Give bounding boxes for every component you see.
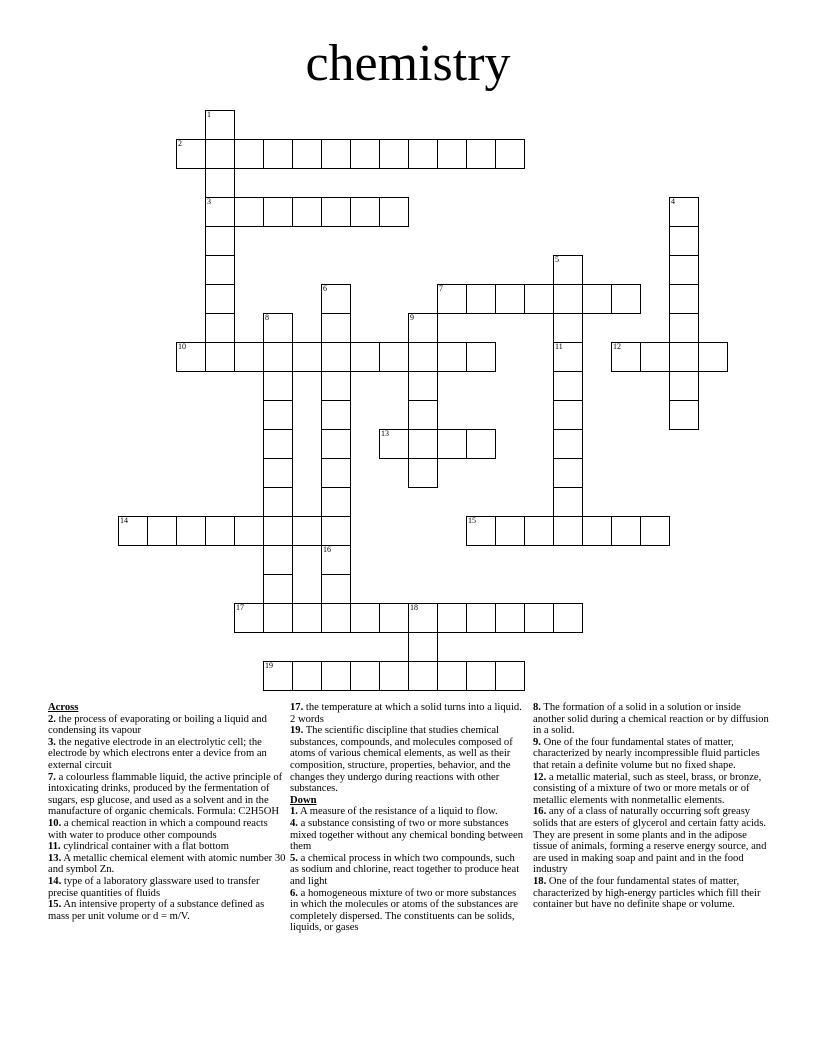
- clue-text: a chemical process in which two compounds, such as sodium and chlorine, react together to produce heat and light: [290, 852, 520, 887]
- grid-cell[interactable]: [466, 342, 496, 372]
- across-clue: [48, 853, 286, 876]
- grid-cell[interactable]: [379, 342, 409, 372]
- grid-cell[interactable]: [292, 516, 322, 546]
- grid-cell[interactable]: [263, 342, 293, 372]
- clue-number: 7.: [48, 771, 56, 783]
- grid-cell[interactable]: [263, 400, 293, 430]
- cell-number: 13: [381, 429, 389, 438]
- grid-cell[interactable]: [263, 661, 293, 691]
- down-clue: [290, 818, 526, 853]
- clue-text: type of a laboratory glassware used to transfer precise quantities of fluids: [48, 875, 260, 899]
- grid-cell[interactable]: [292, 342, 322, 372]
- clue-text: the temperature at which a solid turns into a liquid. 2 words: [290, 702, 522, 725]
- down-header: Down: [290, 794, 317, 806]
- grid-cell[interactable]: [176, 139, 206, 169]
- grid-cell[interactable]: [466, 284, 496, 314]
- cell-number: 14: [120, 516, 128, 525]
- grid-cell[interactable]: [466, 661, 496, 691]
- grid-cell[interactable]: [379, 603, 409, 633]
- grid-cell[interactable]: [205, 516, 235, 546]
- clue-number: 4.: [290, 817, 298, 829]
- grid-cell[interactable]: [669, 226, 699, 256]
- clue-text: any of a class of naturally occurring soft greasy solids that are esters of glycerol and certain fatty acids. They are present in some plants and in the adipose tissue of animals, forming a reserve energy source, and are used in making soap and paint and in the food industry: [533, 806, 767, 876]
- cell-number: 19: [265, 661, 273, 670]
- grid-cell[interactable]: [234, 139, 264, 169]
- grid-cell[interactable]: [437, 284, 467, 314]
- clue-text: a colourless flammable liquid, the active principle of intoxicating drinks, produced by the fermentation of sugars, esp glucose, and used as a solvent and in the manufacture of organic chemicals. Formula: C2H5OH: [48, 771, 283, 818]
- grid-cell[interactable]: [350, 603, 380, 633]
- clues-column-2: [290, 702, 526, 934]
- grid-cell[interactable]: [669, 197, 699, 227]
- across-clue: [48, 899, 286, 922]
- grid-cell[interactable]: [553, 603, 583, 633]
- grid-cell[interactable]: [292, 197, 322, 227]
- grid-cell[interactable]: [263, 545, 293, 575]
- grid-cell[interactable]: [379, 197, 409, 227]
- clue-number: 15.: [48, 899, 62, 911]
- cell-number: 9: [410, 313, 414, 322]
- cell-number: 5: [555, 255, 559, 264]
- grid-cell[interactable]: [321, 487, 351, 517]
- grid-cell[interactable]: [205, 197, 235, 227]
- clue-number: 12.: [533, 771, 547, 783]
- cell-number: 18: [410, 603, 418, 612]
- grid-cell[interactable]: [379, 429, 409, 459]
- grid-cell[interactable]: [321, 400, 351, 430]
- across-clue: [48, 737, 286, 772]
- cell-number: 6: [323, 284, 327, 293]
- grid-cell[interactable]: [408, 139, 438, 169]
- grid-cell[interactable]: [205, 313, 235, 343]
- cell-number: 4: [671, 197, 675, 206]
- grid-cell[interactable]: [408, 632, 438, 662]
- grid-cell[interactable]: [553, 400, 583, 430]
- grid-cell[interactable]: [234, 197, 264, 227]
- clues-column-3: [533, 702, 769, 911]
- grid-cell[interactable]: [553, 429, 583, 459]
- grid-cell[interactable]: [321, 342, 351, 372]
- grid-cell[interactable]: [321, 429, 351, 459]
- clue-text: An intensive property of a substance defined as mass per unit volume or d = m/V.: [48, 899, 265, 922]
- puzzle-title: chemistry: [305, 35, 511, 92]
- grid-cell[interactable]: [263, 371, 293, 401]
- grid-cell[interactable]: [263, 313, 293, 343]
- clue-number: 14.: [48, 875, 62, 887]
- grid-cell[interactable]: [408, 371, 438, 401]
- grid-cell[interactable]: [321, 603, 351, 633]
- grid-cell[interactable]: [640, 342, 670, 372]
- cell-number: 8: [265, 313, 269, 322]
- grid-cell[interactable]: [669, 342, 699, 372]
- grid-cell[interactable]: [263, 139, 293, 169]
- grid-cell[interactable]: [263, 487, 293, 517]
- grid-cell[interactable]: [524, 284, 554, 314]
- down-clue: [533, 876, 769, 911]
- clue-number: 18.: [533, 875, 547, 887]
- grid-cell[interactable]: [466, 139, 496, 169]
- grid-cell[interactable]: [495, 139, 525, 169]
- grid-cell[interactable]: [611, 284, 641, 314]
- clue-number: 10.: [48, 817, 62, 829]
- grid-cell[interactable]: [379, 661, 409, 691]
- grid-cell[interactable]: [582, 516, 612, 546]
- grid-cell[interactable]: [321, 139, 351, 169]
- cell-number: 17: [236, 603, 244, 612]
- clue-number: 6.: [290, 887, 298, 899]
- grid-cell[interactable]: [379, 139, 409, 169]
- grid-cell[interactable]: [321, 545, 351, 575]
- grid-cell[interactable]: [437, 139, 467, 169]
- cell-number: 11: [555, 342, 563, 351]
- clue-text: A metallic chemical element with atomic number 30 and symbol Zn.: [48, 852, 286, 876]
- grid-cell[interactable]: [321, 197, 351, 227]
- clue-text: The scientific discipline that studies chemical substances, compounds, and molecules composed of atoms of various chemical elements, as well as their composition, structure, properties, behavior, and the changes they undergo during reactions with other substances.: [290, 725, 513, 795]
- grid-cell[interactable]: [263, 516, 293, 546]
- clue-text: the process of evaporating or boiling a liquid and condensing its vapour: [48, 713, 267, 737]
- grid-cell[interactable]: [205, 168, 235, 198]
- grid-cell[interactable]: [466, 516, 496, 546]
- clue-number: 16.: [533, 806, 547, 818]
- grid-cell[interactable]: [118, 516, 148, 546]
- grid-cell[interactable]: [437, 661, 467, 691]
- down-clue: [290, 853, 526, 888]
- clue-number: 1.: [290, 806, 298, 818]
- grid-cell[interactable]: [437, 342, 467, 372]
- grid-cell[interactable]: [234, 603, 264, 633]
- grid-cell[interactable]: [640, 516, 670, 546]
- clue-text: One of the four fundamental states of matter, characterized by high-energy particles which fill their container but have no definite shape or volume.: [533, 875, 761, 911]
- grid-cell[interactable]: [408, 458, 438, 488]
- grid-cell[interactable]: [553, 516, 583, 546]
- grid-cell[interactable]: [205, 255, 235, 285]
- clue-text: The formation of a solid in a solution or inside another solid during a chemical reaction or by diffusion in a solid.: [533, 702, 769, 737]
- grid-cell[interactable]: [408, 342, 438, 372]
- down-clue: [533, 702, 769, 737]
- clue-text: One of the four fundamental states of matter, characterized by nearly incompressible fluid particles that retain a definite volume but no fixed shape.: [533, 736, 760, 771]
- down-clue: [290, 888, 526, 934]
- grid-cell[interactable]: [321, 371, 351, 401]
- across-header: Across: [48, 702, 79, 713]
- clue-number: 11.: [48, 841, 61, 853]
- grid-cell[interactable]: [292, 661, 322, 691]
- grid-cell[interactable]: [408, 661, 438, 691]
- clues-column-1: [48, 702, 286, 922]
- clue-number: 5.: [290, 852, 298, 864]
- grid-cell[interactable]: [408, 313, 438, 343]
- grid-cell[interactable]: [495, 603, 525, 633]
- grid-cell[interactable]: [524, 603, 554, 633]
- clue-text: a metallic material, such as steel, brass, or bronze, consisting of a mixture of two or more metals or of metallic elements with nonmetallic elements.: [533, 771, 762, 806]
- across-clue: [48, 841, 286, 853]
- grid-cell[interactable]: [553, 284, 583, 314]
- grid-cell[interactable]: [437, 603, 467, 633]
- grid-cell[interactable]: [495, 284, 525, 314]
- grid-cell[interactable]: [669, 255, 699, 285]
- grid-cell[interactable]: [553, 342, 583, 372]
- clue-number: 13.: [48, 852, 62, 864]
- cell-number: 3: [207, 197, 211, 206]
- cell-number: 12: [613, 342, 621, 351]
- down-clue: [290, 806, 526, 818]
- clue-text: a substance consisting of two or more substances mixed together without any chemical bonding between them: [290, 817, 523, 853]
- clue-text: A measure of the resistance of a liquid to flow.: [297, 806, 498, 818]
- grid-cell[interactable]: [263, 458, 293, 488]
- grid-cell[interactable]: [669, 313, 699, 343]
- cell-number: 15: [468, 516, 476, 525]
- grid-cell[interactable]: [205, 284, 235, 314]
- grid-cell[interactable]: [292, 139, 322, 169]
- grid-cell[interactable]: [321, 458, 351, 488]
- clue-number: 2.: [48, 713, 56, 725]
- grid-cell[interactable]: [553, 313, 583, 343]
- clue-text: cylindrical container with a flat bottom: [60, 841, 229, 853]
- grid-cell[interactable]: [205, 110, 235, 140]
- grid-cell[interactable]: [408, 603, 438, 633]
- grid-cell[interactable]: [350, 139, 380, 169]
- grid-cell[interactable]: [350, 342, 380, 372]
- grid-cell[interactable]: [611, 516, 641, 546]
- cell-number: 10: [178, 342, 186, 351]
- clue-text: the negative electrode in an electrolytic cell; the electrode by which electrons enter a device from an external circuit: [48, 736, 267, 771]
- grid-cell[interactable]: [582, 284, 612, 314]
- clue-number: 3.: [48, 736, 56, 748]
- grid-cell[interactable]: [234, 516, 264, 546]
- grid-cell[interactable]: [176, 516, 206, 546]
- across-clue: [48, 818, 286, 841]
- grid-cell[interactable]: [263, 429, 293, 459]
- grid-cell[interactable]: [553, 458, 583, 488]
- grid-cell[interactable]: [669, 371, 699, 401]
- cell-number: 1: [207, 110, 211, 119]
- across-clue: [290, 702, 526, 725]
- grid-cell[interactable]: [553, 487, 583, 517]
- grid-cell[interactable]: [611, 342, 641, 372]
- down-clue: [533, 737, 769, 772]
- grid-cell[interactable]: [437, 429, 467, 459]
- grid-cell[interactable]: [321, 574, 351, 604]
- clue-number: 19.: [290, 725, 304, 737]
- clue-number: 17.: [290, 702, 304, 713]
- grid-cell[interactable]: [205, 342, 235, 372]
- grid-cell[interactable]: [205, 139, 235, 169]
- clue-number: 8.: [533, 702, 541, 713]
- clue-text: a chemical reaction in which a compound reacts with water to produce other compounds: [48, 817, 268, 841]
- grid-cell[interactable]: [408, 429, 438, 459]
- grid-cell[interactable]: [234, 342, 264, 372]
- cell-number: 16: [323, 545, 331, 554]
- across-clue: [48, 772, 286, 818]
- grid-cell[interactable]: [263, 574, 293, 604]
- grid-cell[interactable]: [147, 516, 177, 546]
- across-clue: [290, 725, 526, 795]
- down-clue: [533, 772, 769, 807]
- grid-cell[interactable]: [669, 284, 699, 314]
- cell-number: 7: [439, 284, 443, 293]
- grid-cell[interactable]: [524, 516, 554, 546]
- grid-cell[interactable]: [495, 661, 525, 691]
- grid-cell[interactable]: [495, 516, 525, 546]
- across-clue: [48, 714, 286, 737]
- across-clue: [48, 876, 286, 899]
- grid-cell[interactable]: [321, 284, 351, 314]
- grid-cell[interactable]: [698, 342, 728, 372]
- grid-cell[interactable]: [321, 313, 351, 343]
- grid-cell[interactable]: [669, 400, 699, 430]
- grid-cell[interactable]: [176, 342, 206, 372]
- grid-cell[interactable]: [263, 603, 293, 633]
- clue-text: a homogeneous mixture of two or more substances in which the molecules or atoms of the substances are completely dispersed. The constituents can be solids, liquids, or gases: [290, 887, 518, 934]
- grid-cell[interactable]: [292, 603, 322, 633]
- grid-cell[interactable]: [205, 226, 235, 256]
- grid-cell[interactable]: [553, 371, 583, 401]
- grid-cell[interactable]: [553, 255, 583, 285]
- grid-cell[interactable]: [321, 661, 351, 691]
- grid-cell[interactable]: [263, 197, 293, 227]
- grid-cell[interactable]: [350, 661, 380, 691]
- cell-number: 2: [178, 139, 182, 148]
- clue-number: 9.: [533, 736, 541, 748]
- grid-cell[interactable]: [466, 429, 496, 459]
- grid-cell[interactable]: [350, 197, 380, 227]
- grid-cell[interactable]: [466, 603, 496, 633]
- down-clue: [533, 806, 769, 876]
- grid-cell[interactable]: [408, 400, 438, 430]
- grid-cell[interactable]: [321, 516, 351, 546]
